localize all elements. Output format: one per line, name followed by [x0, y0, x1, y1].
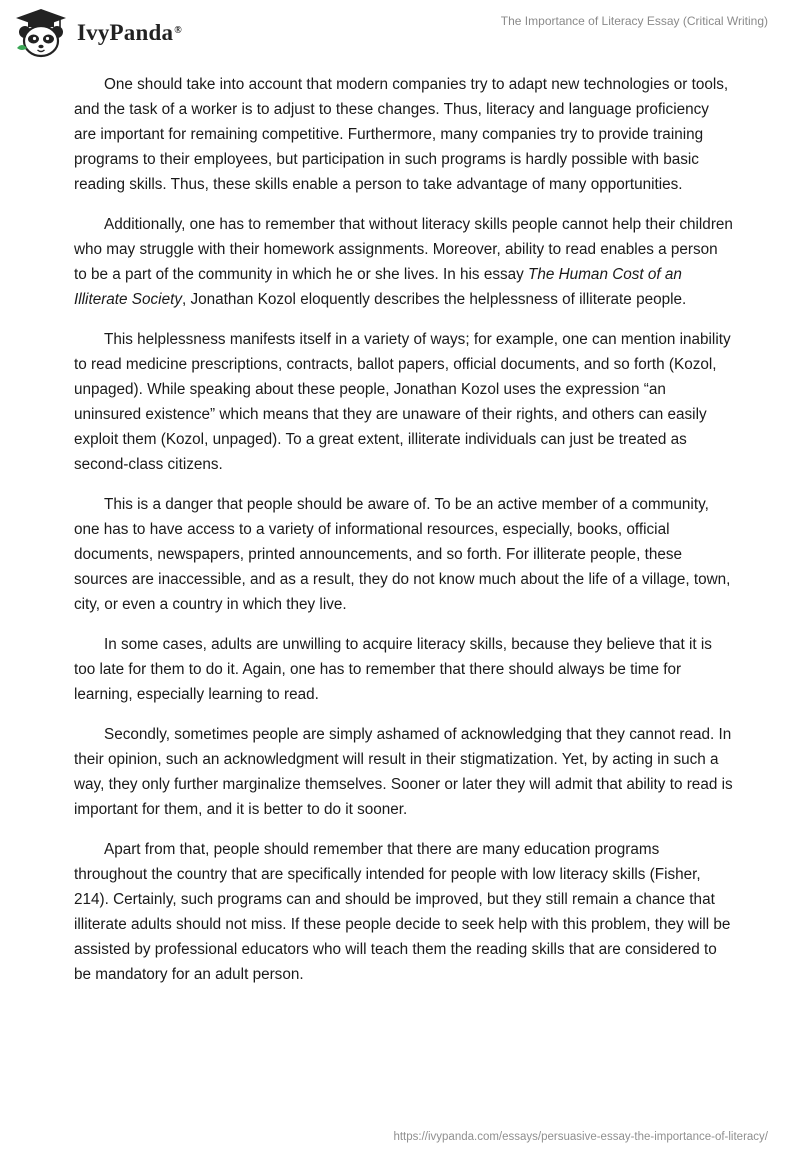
brand-name	[77, 20, 182, 46]
paragraph-2	[74, 212, 734, 312]
paragraph-7: Apart from that, people should remember that there are many education programs throughout the country that are specifically intended for people with low literacy skills (Fisher, 214). Certainly, such programs can and should be improved, but they still remain a chance that illiterate adults should not miss. If these people decide to seek help with this problem, they will be assisted by professional educators who will teach them the reading skills that are considered to be mandatory for an adult person.	[74, 841, 731, 983]
paragraph-5: In some cases, adults are unwilling to acquire literacy skills, because they believe that it is too late for them to do it. Again, one has to remember that there should always be time for learning, especially learning to read.	[74, 636, 712, 703]
essay-body	[74, 72, 734, 1002]
paragraph-4: This is a danger that people should be aware of. To be an active member of a community, one has to have access to a variety of informational resources, especially, books, official documents, newspapers, printed announcements, and so forth. For illiterate people, these sources are inaccessible, and as a result, they do not know much about the life of a village, town, city, or even a country in which they live.	[74, 496, 731, 613]
paragraph-6: Secondly, sometimes people are simply ashamed of acknowledging that they cannot read. In their opinion, such an acknowledgment will result in their stigmatization. Yet, by acting in such a way, they only further marginalize themselves. Sooner or later they will admit that ability to read is important for them, and it is better to do it sooner.	[74, 726, 733, 818]
document-title: The Importance of Literacy Essay (Critical Writing)	[500, 14, 768, 28]
ivypanda-logo[interactable]	[14, 8, 204, 58]
brand-text: IvyPanda	[77, 20, 174, 45]
paragraph-3: This helplessness manifests itself in a variety of ways; for example, one can mention inability to read medicine prescriptions, contracts, ballot papers, official documents, and so forth (Kozol, unpaged). While speaking about these people, Jonathan Kozol uses the expression “an uninsured existence” which means that they are unaware of their rights, and others can easily exploit them (Kozol, unpaged). To a great extent, illiterate individuals can just be treated as second-class citizens.	[74, 331, 731, 473]
paragraph-2-end: , Jonathan Kozol eloquently describes the helplessness of illiterate people.	[181, 291, 687, 308]
panda-graduate-icon	[14, 8, 68, 58]
essay-title-citation: The Human Cost of an Illiterate Society	[74, 266, 682, 308]
paragraph-1: One should take into account that modern companies try to adapt new technologies or tools, and the task of a worker is to adjust to these changes. Thus, literacy and language proficiency are important for remaining competitive. Furthermore, many companies try to provide training programs to their employees, but participation in such programs is hardly possible with basic reading skills. Thus, these skills enable a person to take advantage of many opportunities.	[74, 76, 729, 193]
page-header	[0, 0, 800, 62]
registered-mark: ®	[174, 25, 182, 36]
paragraph-2-start: Additionally, one has to remember that without literacy skills people cannot help their children who may struggle with their homework assignments. Moreover, ability to read enables a person to be a part of the community in which he or she lives. In his essay	[74, 216, 733, 283]
source-url[interactable]: https://ivypanda.com/essays/persuasive-essay-the-importance-of-literacy/	[393, 1131, 768, 1143]
